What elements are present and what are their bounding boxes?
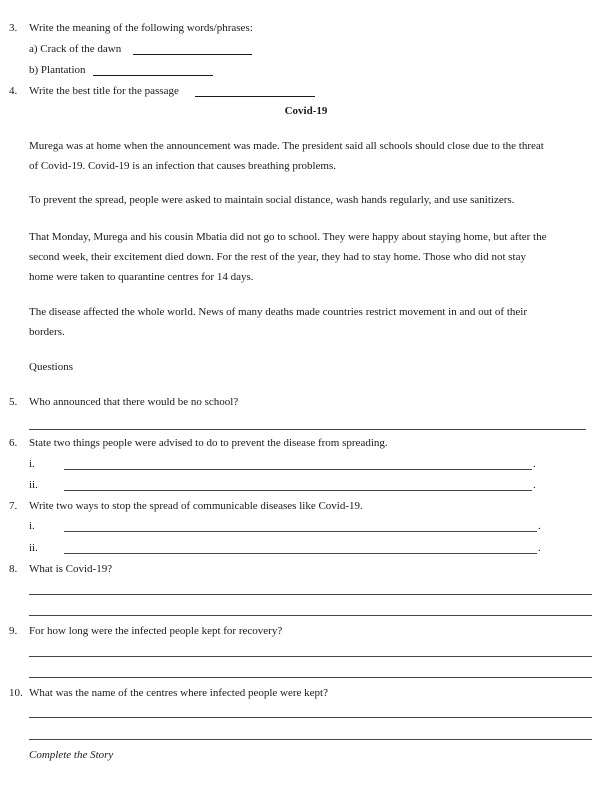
q6-i-end-mark: .	[533, 458, 536, 470]
q3-a-answer-line[interactable]	[133, 54, 252, 55]
q8-answer-line-1[interactable]	[29, 594, 592, 595]
passage-title: Covid-19	[284, 105, 328, 117]
q8-answer-line-2[interactable]	[29, 615, 592, 616]
passage-p1-line1: Murega was at home when the announcement was made. The president said all schools should close due to the threat	[29, 140, 544, 152]
q5-answer-line[interactable]	[29, 429, 586, 430]
q7-ii-answer-line[interactable]	[64, 553, 537, 554]
passage-p3-line3: home were taken to quarantine centres for 14 days.	[29, 271, 254, 283]
passage-p2-line1: To prevent the spread, people were asked to maintain social distance, wash hands regularly, and use sanitizers.	[29, 194, 515, 206]
q5-prompt: Who announced that there would be no school?	[29, 396, 239, 408]
passage-p3-line2: second week, their excitement died down. For the rest of the year, they had to stay home. Those who did not stay	[29, 251, 526, 263]
q7-i-end-mark: .	[538, 520, 541, 532]
q4-prompt: Write the best title for the passage	[29, 85, 179, 97]
q10-number: 10.	[9, 687, 23, 699]
section-heading-complete-story: Complete the Story	[29, 749, 114, 761]
q3-b-label: b) Plantation	[29, 64, 86, 76]
q3-prompt: Write the meaning of the following words/phrases:	[29, 22, 253, 34]
q10-prompt: What was the name of the centres where infected people were kept?	[29, 687, 328, 699]
q8-number: 8.	[9, 563, 18, 575]
passage-p3-line1: That Monday, Murega and his cousin Mbatia did not go to school. They were happy about staying home, but after the	[29, 231, 547, 243]
q7-number: 7.	[9, 500, 18, 512]
q9-prompt: For how long were the infected people kept for recovery?	[29, 625, 283, 637]
q10-answer-line-1[interactable]	[29, 717, 592, 718]
q6-i-answer-line[interactable]	[64, 469, 532, 470]
q7-prompt: Write two ways to stop the spread of communicable diseases like Covid-19.	[29, 500, 363, 512]
q6-ii-label: ii.	[29, 479, 38, 491]
q8-prompt: What is Covid-19?	[29, 563, 113, 575]
passage-p4-line1: The disease affected the whole world. News of many deaths made countries restrict movement in and out of their	[29, 306, 527, 318]
q5-number: 5.	[9, 396, 18, 408]
q7-i-answer-line[interactable]	[64, 531, 537, 532]
q9-answer-line-1[interactable]	[29, 656, 592, 657]
q7-ii-label: ii.	[29, 542, 38, 554]
q4-number: 4.	[9, 85, 18, 97]
q4-answer-line[interactable]	[195, 96, 315, 97]
q6-number: 6.	[9, 437, 18, 449]
passage-p1-line2: of Covid-19. Covid-19 is an infection that causes breathing problems.	[29, 160, 337, 172]
q9-number: 9.	[9, 625, 18, 637]
q6-i-label: i.	[29, 458, 35, 470]
q7-i-label: i.	[29, 520, 35, 532]
q9-answer-line-2[interactable]	[29, 677, 592, 678]
q3-number: 3.	[9, 22, 18, 34]
q10-answer-line-2[interactable]	[29, 739, 592, 740]
q3-b-answer-line[interactable]	[93, 75, 213, 76]
q3-a-label: a) Crack of the dawn	[29, 43, 122, 55]
q6-prompt: State two things people were advised to do to prevent the disease from spreading.	[29, 437, 388, 449]
q6-ii-answer-line[interactable]	[64, 490, 532, 491]
q7-ii-end-mark: .	[538, 542, 541, 554]
q6-ii-end-mark: .	[533, 479, 536, 491]
questions-heading: Questions	[29, 361, 73, 373]
passage-p4-line2: borders.	[29, 326, 65, 338]
